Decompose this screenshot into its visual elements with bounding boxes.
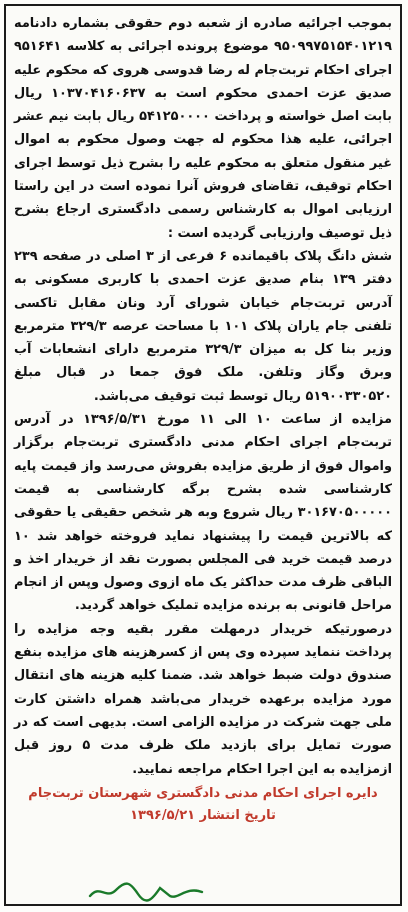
notice-body [6,6,400,781]
issuer-name: دایره اجرای احکام مدنی دادگستری شهرستان تربت‌جام [28,785,378,801]
legal-notice [4,4,402,906]
publish-date: تاریخ انتشار ۱۳۹۶/۵/۲۱ [130,807,276,823]
notice-footer [6,783,400,827]
notice-paragraph-auction: مزایده از ساعت ۱۰ الی ۱۱ مورخ ۱۳۹۶/۵/۳۱ در آدرس تربت‌جام اجرای احکام مدنی دادگستری تربت‌جام برگزار واموال فوق از طریق مزایده بفروش می‌رسد واز قیمت پایه کارشناسی شده بشرح برگه کارشناسی به قیمت ۳۰۱۶۷۰۵۰۰۰۰۰ ریال شروع وبه هر شخص حقیقی یا حقوقی که بالاترین قیمت را پیشنهاد نماید فروخته خواهد شد ۱۰ درصد قیمت خرید فی المجلس بصورت نقد از خریدار اخذ و الباقی ظرف مدت حداکثر یک ماه ازوی وصول وپس از انجام مراحل قانونی به برنده مزایده تملیک خواهد گردید. [14,412,393,614]
notice-paragraph-intro: بموجب اجرائیه صادره از شعبه دوم حقوقی بشماره دادنامه ۹۵۰۹۹۷۵۱۵۴۰۱۲۱۹ موضوع پرونده اجرائی به کلاسه ۹۵۱۶۴۱ اجرای احکام تربت‌جام له رضا قدوسی هروی که محکوم علیه صدیق عزت احمدی محکوم است به ۱۰۳۷۰۴۱۶۰۶۳۷ ریال بابت اصل خواسته و پرداخت ۵۴۱۲۵۰۰۰۰ ریال بابت نیم عشر اجرائی، علیه هذا محکوم له جهت وصول محکوم به اموال غیر منقول متعلق به محکوم علیه را بشرح ذیل توسط اجرای احکام توقیف، تقاضای فروش آنرا نموده است در این راستا ارزیابی اموال به کارشناس رسمی دادگستری ارجاع بشرح ذیل توصیف وارزیابی گردیده است : [14,16,392,241]
notice-paragraph-property: شش دانگ پلاک باقیمانده ۶ فرعی از ۳ اصلی در صفحه ۲۳۹ دفتر ۱۳۹ بنام صدیق عزت احمدی با کاربری مسکونی به آدرس تربت‌جام خیابان شورای آرد ونان مقابل تاکسی تلفنی جام یاران پلاک ۱۰۱ با مساحت عرصه ۳۲۹/۳ مترمربع وزیر بنا کل به میزان ۳۲۹/۳ مترمربع دارای انشعابات آب وبرق وگاز وتلفن. ملک فوق جمعا در قبال مبلغ ۵۱۹۰۰۳۳۰۵۲۰ ریال توسط ثبت توقیف می‌باشد. [14,248,392,404]
signature-scribble [86,880,206,902]
notice-paragraph-terms: درصورتیکه خریدار درمهلت مقرر بقیه وجه مزایده را پرداخت ننماید سپرده وی پس از کسرهزینه های مزایده بنفع صندوق دولت ضبط خواهد شد. ضمنا کلیه هزینه های انتقال مورد مزایده برعهده خریدار می‌باشد همراه داشتن کارت ملی جهت شرکت در مزایده الزامی است. بدیهی است که در صورت تمایل برای بازدید ملک ظرف مدت ۵ روز قبل ازمزایده به این اجرا احکام مراجعه نمایید. [14,621,392,777]
